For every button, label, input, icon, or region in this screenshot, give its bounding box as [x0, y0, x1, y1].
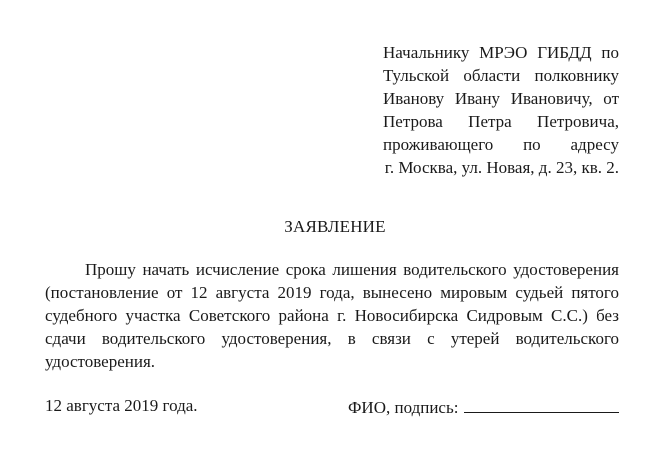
- statement-body: [45, 258, 619, 373]
- addressee-line: Петрова Петра Петровича,: [383, 112, 619, 131]
- body-line: судебного участка Советского района г. Новосибирска Сидровым С.С.) без: [45, 306, 619, 325]
- signature-field: [348, 396, 619, 418]
- signature-line: [464, 396, 619, 413]
- addressee-block: [383, 41, 619, 179]
- body-line: (постановление от 12 августа 2019 года, вынесено мировым судьей пятого: [45, 283, 619, 302]
- addressee-line: Начальнику МРЭО ГИБДД по: [383, 43, 619, 62]
- signature-label: ФИО, подпись:: [348, 398, 459, 417]
- addressee-line: Иванову Ивану Ивановичу, от: [383, 89, 619, 108]
- document-date: 12 августа 2019 года.: [45, 396, 198, 415]
- body-line: сдачи водительского удостоверения, в связи с утерей водительского: [45, 329, 619, 348]
- addressee-line: Тульской области полковнику: [383, 66, 619, 85]
- addressee-line: г. Москва, ул. Новая, д. 23, кв. 2.: [384, 158, 619, 177]
- body-line: удостоверения.: [45, 352, 156, 371]
- addressee-line: проживающего по адресу: [383, 135, 619, 154]
- body-line: Прошу начать исчисление срока лишения водительского удостоверения: [85, 260, 619, 279]
- document-title: ЗАЯВЛЕНИЕ: [284, 217, 386, 236]
